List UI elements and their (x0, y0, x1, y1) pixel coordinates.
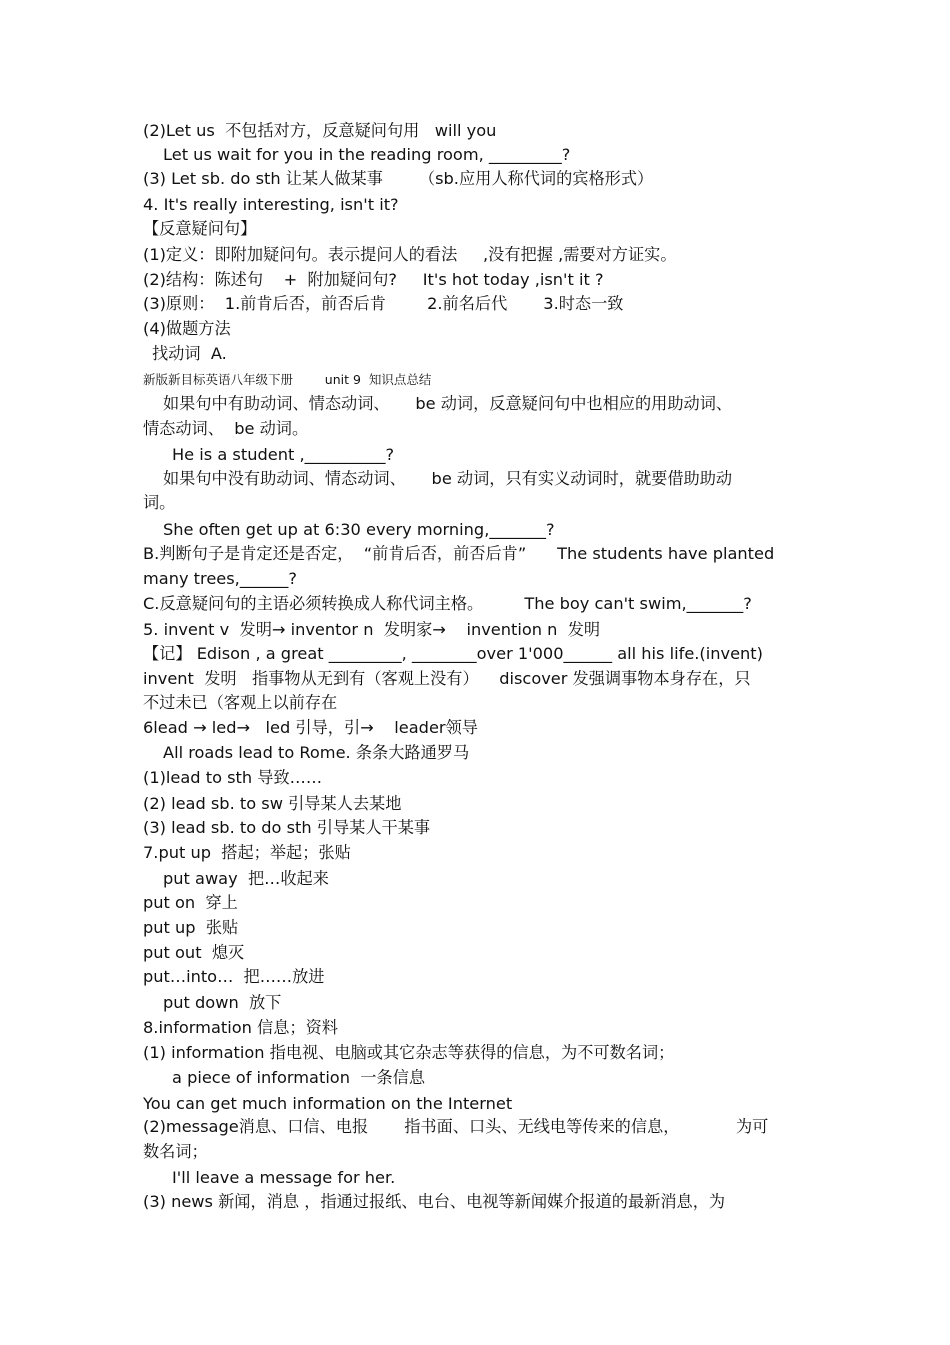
text-line: (1)定义：即附加疑问句。表示提问人的看法 ,没有把握 ,需要对方证实。 (143, 245, 677, 264)
text-line: invent 发明 指事物从无到有（客观上没有） discover 发强调事物本身存在，只 (143, 669, 751, 688)
text-line: 8.information 信息；资料 (143, 1018, 338, 1037)
text-line: I'll leave a message for her. (172, 1168, 396, 1187)
text-line: 不过未已（客观上以前存在 (143, 693, 338, 712)
text-line: (1) information 指电视、电脑或其它杂志等获得的信息，为不可数名词； (143, 1043, 675, 1062)
text-line: 7.put up 搭起；举起；张贴 (143, 843, 351, 862)
text-line: (3) Let sb. do sth 让某人做某事 （sb.应用人称代词的宾格形式） (143, 169, 654, 188)
text-line: put down 放下 (163, 993, 282, 1012)
text-line: put on 穿上 (143, 893, 238, 912)
text-line: put away 把…收起来 (163, 869, 329, 888)
text-line: She often get up at 6:30 every morning,_______? (163, 520, 555, 539)
section-heading: 【反意疑问句】 (143, 219, 257, 238)
text-line: (2)Let us 不包括对方，反意疑问句用 will you (143, 121, 497, 140)
text-line: 6lead → led→ led 引导，引→ leader领导 (143, 718, 478, 737)
text-line: 情态动词、 be 动词。 (143, 419, 309, 438)
text-line: B.判断句子是肯定还是否定， “前肯后否，前否后肯” The students have planted (143, 544, 775, 563)
text-line: (2)结构：陈述句 + 附加疑问句? It's hot today ,isn't it ? (143, 270, 604, 289)
text-line: (3) news 新闻，消息 ，指通过报纸、电台、电视等新闻媒介报道的最新消息，为 (143, 1192, 726, 1211)
text-line: (2)message消息、口信、电报 指书面、口头、无线电等传来的信息， 为可 (143, 1117, 769, 1136)
text-line: put…into… 把……放进 (143, 967, 325, 986)
text-line: You can get much information on the Internet (143, 1094, 513, 1113)
text-line: (3) lead sb. to do sth 引导某人干某事 (143, 818, 431, 837)
text-line: 4. It's really interesting, isn't it? (143, 195, 399, 214)
page-header: 新版新目标英语八年级下册 unit 9 知识点总结 (143, 372, 432, 387)
text-line: 词。 (143, 493, 176, 512)
text-line: All roads lead to Rome. 条条大路通罗马 (163, 743, 470, 762)
text-line: a piece of information 一条信息 (172, 1068, 426, 1087)
text-line: 【记】 Edison , a great _________, ________over 1'000______ all his life.(invent) (143, 644, 763, 663)
text-line: 5. invent v 发明→ inventor n 发明家→ invention n 发明 (143, 620, 601, 639)
text-line: He is a student ,__________? (172, 445, 395, 464)
text-line: 找动词 A. (152, 344, 227, 363)
text-line: 如果句中有助动词、情态动词、 be 动词，反意疑问句中也相应的用助动词、 (163, 394, 733, 413)
text-line: put up 张贴 (143, 918, 239, 937)
text-line: put out 熄灭 (143, 943, 245, 962)
text-line: Let us wait for you in the reading room, _________? (163, 145, 571, 164)
text-line: many trees,______? (143, 569, 297, 588)
text-line: C.反意疑问句的主语必须转换成人称代词主格。 The boy can't swim,_______? (143, 594, 752, 613)
text-line: (1)lead to sth 导致…… (143, 768, 323, 787)
text-line: (4)做题方法 (143, 319, 231, 338)
text-line: (3)原则： 1.前肯后否，前否后肯 2.前名后代 3.时态一致 (143, 294, 624, 313)
text-line: 如果句中没有助动词、情态动词、 be 动词，只有实义动词时，就要借助助动 (163, 469, 733, 488)
text-line: (2) lead sb. to sw 引导某人去某地 (143, 794, 402, 813)
text-line: 数名词； (143, 1142, 208, 1161)
